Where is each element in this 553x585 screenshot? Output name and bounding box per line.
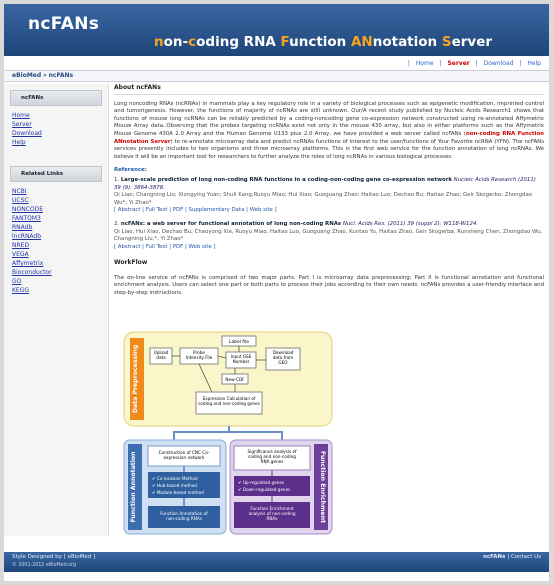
title-part: AN xyxy=(350,34,373,50)
title-part: notation xyxy=(372,34,442,50)
regulated-box xyxy=(234,476,310,496)
link-lncrnadb[interactable]: lncRNAdb xyxy=(12,233,42,240)
upload-text: Upload xyxy=(153,350,169,355)
svg-text:✔ Hub-based method: ✔ Hub-based method xyxy=(152,483,197,488)
sidebar-item-server[interactable]: Server xyxy=(12,121,32,128)
ref2-links[interactable]: [ Abstract | Full Text | PDF | Web site ] xyxy=(114,243,216,250)
svg-text:✔ Down-regulated genes: ✔ Down-regulated genes xyxy=(238,487,291,492)
footer-brand: ncFANs xyxy=(483,554,506,560)
breadcrumb-site[interactable]: eBioMed xyxy=(12,72,42,79)
title-part: F xyxy=(280,34,290,50)
footer-designed: Style Designed by [ eBioMed ] xyxy=(12,554,96,560)
link-ncbi[interactable]: NCBI xyxy=(12,188,27,195)
title-part: S xyxy=(441,34,452,50)
svg-text:✔ Up-regulated genes: ✔ Up-regulated genes xyxy=(238,480,285,485)
top-nav: | Home | Server | Download | Help xyxy=(407,60,541,67)
banner xyxy=(4,4,549,56)
topnav-download[interactable]: Download xyxy=(483,60,514,67)
site-title xyxy=(154,34,492,50)
sidebar-item-download[interactable]: Download xyxy=(12,130,42,137)
svg-text:Function Annotation: Function Annotation xyxy=(130,451,137,523)
link-nred[interactable]: NRED xyxy=(12,242,30,249)
footer-copyright: © 2001-2011 eBioMed.org xyxy=(12,563,77,568)
split-arrows xyxy=(174,426,282,440)
main-content xyxy=(114,84,544,536)
sidebar-item-help[interactable]: Help xyxy=(12,139,26,146)
title-part: c xyxy=(188,34,197,50)
svg-text:Construction of CNC Co-express: Construction of CNC Co-expression network xyxy=(158,450,210,460)
ref1-links[interactable]: [ Abstract | Full Text | PDF | Supplementary Data | Web site ] xyxy=(114,207,277,214)
svg-text:ProbeIntensity File: Probe Intensity File xyxy=(185,350,213,360)
reference-2: 2. ncFANs: a web server for functional annotation of long non-coding RNAs Nucl. Acids Res. (2011) 39 (suppl 2): W118-W124. Qi Liao, Hui Xiao, Dechao Bu, Chaoyong Xie, Ruoyu Miao, Haitao Luo, Guoguang Zhao, Kuntao Yu, Haitao Zhao, Geir Skogerbø, Runsheng Chen, Zhongdao Wu, Changning Liu,*, Yi Zhao* [ Abstract | Full Text | PDF | Web site ] xyxy=(114,220,543,250)
sidebar xyxy=(4,84,109,536)
sidebar-nav-title: ncFANs xyxy=(10,90,102,106)
related-links-title: Related Links xyxy=(10,166,102,182)
contact-link[interactable]: | Contact Us xyxy=(507,554,541,560)
reference-heading: Reference: xyxy=(114,167,147,174)
workflow-heading: WorkFlow xyxy=(114,259,148,267)
sidebar-nav xyxy=(4,112,108,148)
svg-text:✔ Module-based method: ✔ Module-based method xyxy=(152,490,204,495)
topnav-server[interactable]: Server xyxy=(447,60,470,67)
workflow-diagram xyxy=(122,330,334,536)
link-fantom3[interactable]: FANTOM3 xyxy=(12,215,41,222)
reference-1: 1. Large-scale prediction of long non-coding RNA functions in a coding-non-coding gene co-expression network Nucleic Acids Research (2011) 39 (9): 3864-3878. Qi Liao; Changning Liu; Xiongying Yuan; Shuli Kang;Ruoyu Miao; Hui Xiao; Guoguang Zhao; Haitao Luo; Dechao Bu; Haitao Zhao; Geir Skogerbo; Zhongdao Wu*; Yi Zhao* [ Abstract | Full Text | PDF | Supplementary Data | Web site ] xyxy=(114,176,536,214)
svg-text:Label file: Label file xyxy=(229,340,249,345)
title-part: erver xyxy=(451,34,493,50)
svg-text:Expression Calculation ofcodin: Expression Calculation of coding and non-coding genes xyxy=(198,396,260,406)
topnav-home[interactable]: Home xyxy=(415,60,434,67)
title-part: oding RNA xyxy=(196,34,281,50)
topnav-help[interactable]: Help xyxy=(527,60,541,67)
site-logo[interactable]: ncFANs xyxy=(28,14,100,34)
title-part: unction xyxy=(289,34,351,50)
link-go[interactable]: GO xyxy=(12,278,22,285)
breadcrumb-page: ncFANs xyxy=(48,72,74,79)
svg-text:Function Enrichment: Function Enrichment xyxy=(319,450,326,524)
link-vega[interactable]: VEGA xyxy=(12,251,29,258)
link-affymetrix[interactable]: Affymetrix xyxy=(12,260,44,267)
title-part: n xyxy=(154,34,164,50)
svg-text:Significance analysis ofcoding: Significance analysis of coding and non-coding RNA genes xyxy=(247,449,297,464)
link-kegg[interactable]: KEGG xyxy=(12,287,30,294)
workflow-text: The on-line service of ncFANs is comprised of two major parts. Part I is microarray data preprocessing; Part II is functional annotation and functional enrichment analysis. Users can select one part or both parts to process their jobs according to their own needs. ncFANs provides a user-friendly interface and step-by-step instructions. xyxy=(114,274,544,297)
preprocessing-label: Data Preprocessing xyxy=(132,344,139,414)
related-links xyxy=(4,188,108,296)
sidebar-item-home[interactable]: Home xyxy=(12,112,30,119)
svg-text:Uploaddata: Upload data xyxy=(153,350,169,360)
breadcrumb: eBioMed » ncFANs xyxy=(4,70,549,82)
svg-text:Downloaddata fromGEO: Download data from GEO xyxy=(272,350,294,365)
svg-text:Input GSENumber: Input GSE Number xyxy=(230,354,252,364)
title-part: on- xyxy=(163,34,189,50)
page xyxy=(4,4,549,581)
ref2-title[interactable]: ncFANs: a web server for functional annotation of long non-coding RNAs xyxy=(120,220,342,227)
svg-text:Function Annotation ofnon-codi: Function Annotation of non-coding RNAs xyxy=(160,511,208,521)
svg-text:New-CDF: New-CDF xyxy=(225,377,245,382)
link-noncode[interactable]: NONCODE xyxy=(12,206,44,213)
link-ucsc[interactable]: UCSC xyxy=(12,197,29,204)
link-rnadb[interactable]: RNAdb xyxy=(12,224,33,231)
about-text: Long noncoding RNAs (ncRNAs) in mammals play a key regulatory role in a variety of biological processes such as epigenetic modification, imprinted control and tumorigenesis. However, the functions of majority of ncRNAs are still unknown. Our/A recent study published by Nucleic Acids Research1 shows that functions of mouse long ncRNAs can be reliably predicted by a coding-noncoding gene co-expression network constructed using re-annotated Affymetrix Mouse Array data..Observing that the probes targeting ncRNAs exist not only in the mouse 430 array, but also in either platforms such as the Affymetrix Mouse Genome 430A 2.0 Array and the Human Genome U133 plus 2.0 Array, we have provided a web server called ncFANs (non-coding RNA Function ANnotation Server) to re-annotate microarray data and predict ncRNAs functions of interest to the user/functions of Your Favorite ncRNA (YFN). The ncFANs services presently includes to two organisms and three microarray platforms. This is the first web service for the function annotation of long ncRNAs. We believe it will be an important tool for researchers to further analyze the roles of long ncRNAs in various biological processes. xyxy=(114,100,545,160)
svg-text:Function Enrichmentanalysis of: Function Enrichment analysis of non-coding RNAs xyxy=(248,506,296,521)
about-heading: About ncFANs xyxy=(114,84,544,95)
link-bioconductor[interactable]: Bioconductor xyxy=(12,269,52,276)
svg-text:✔ Co-location Method: ✔ Co-location Method xyxy=(152,476,198,481)
ref1-title[interactable]: Large-scale prediction of long non-coding RNA functions in a coding-non-coding gene co-expression network xyxy=(120,176,452,183)
footer xyxy=(4,552,549,572)
